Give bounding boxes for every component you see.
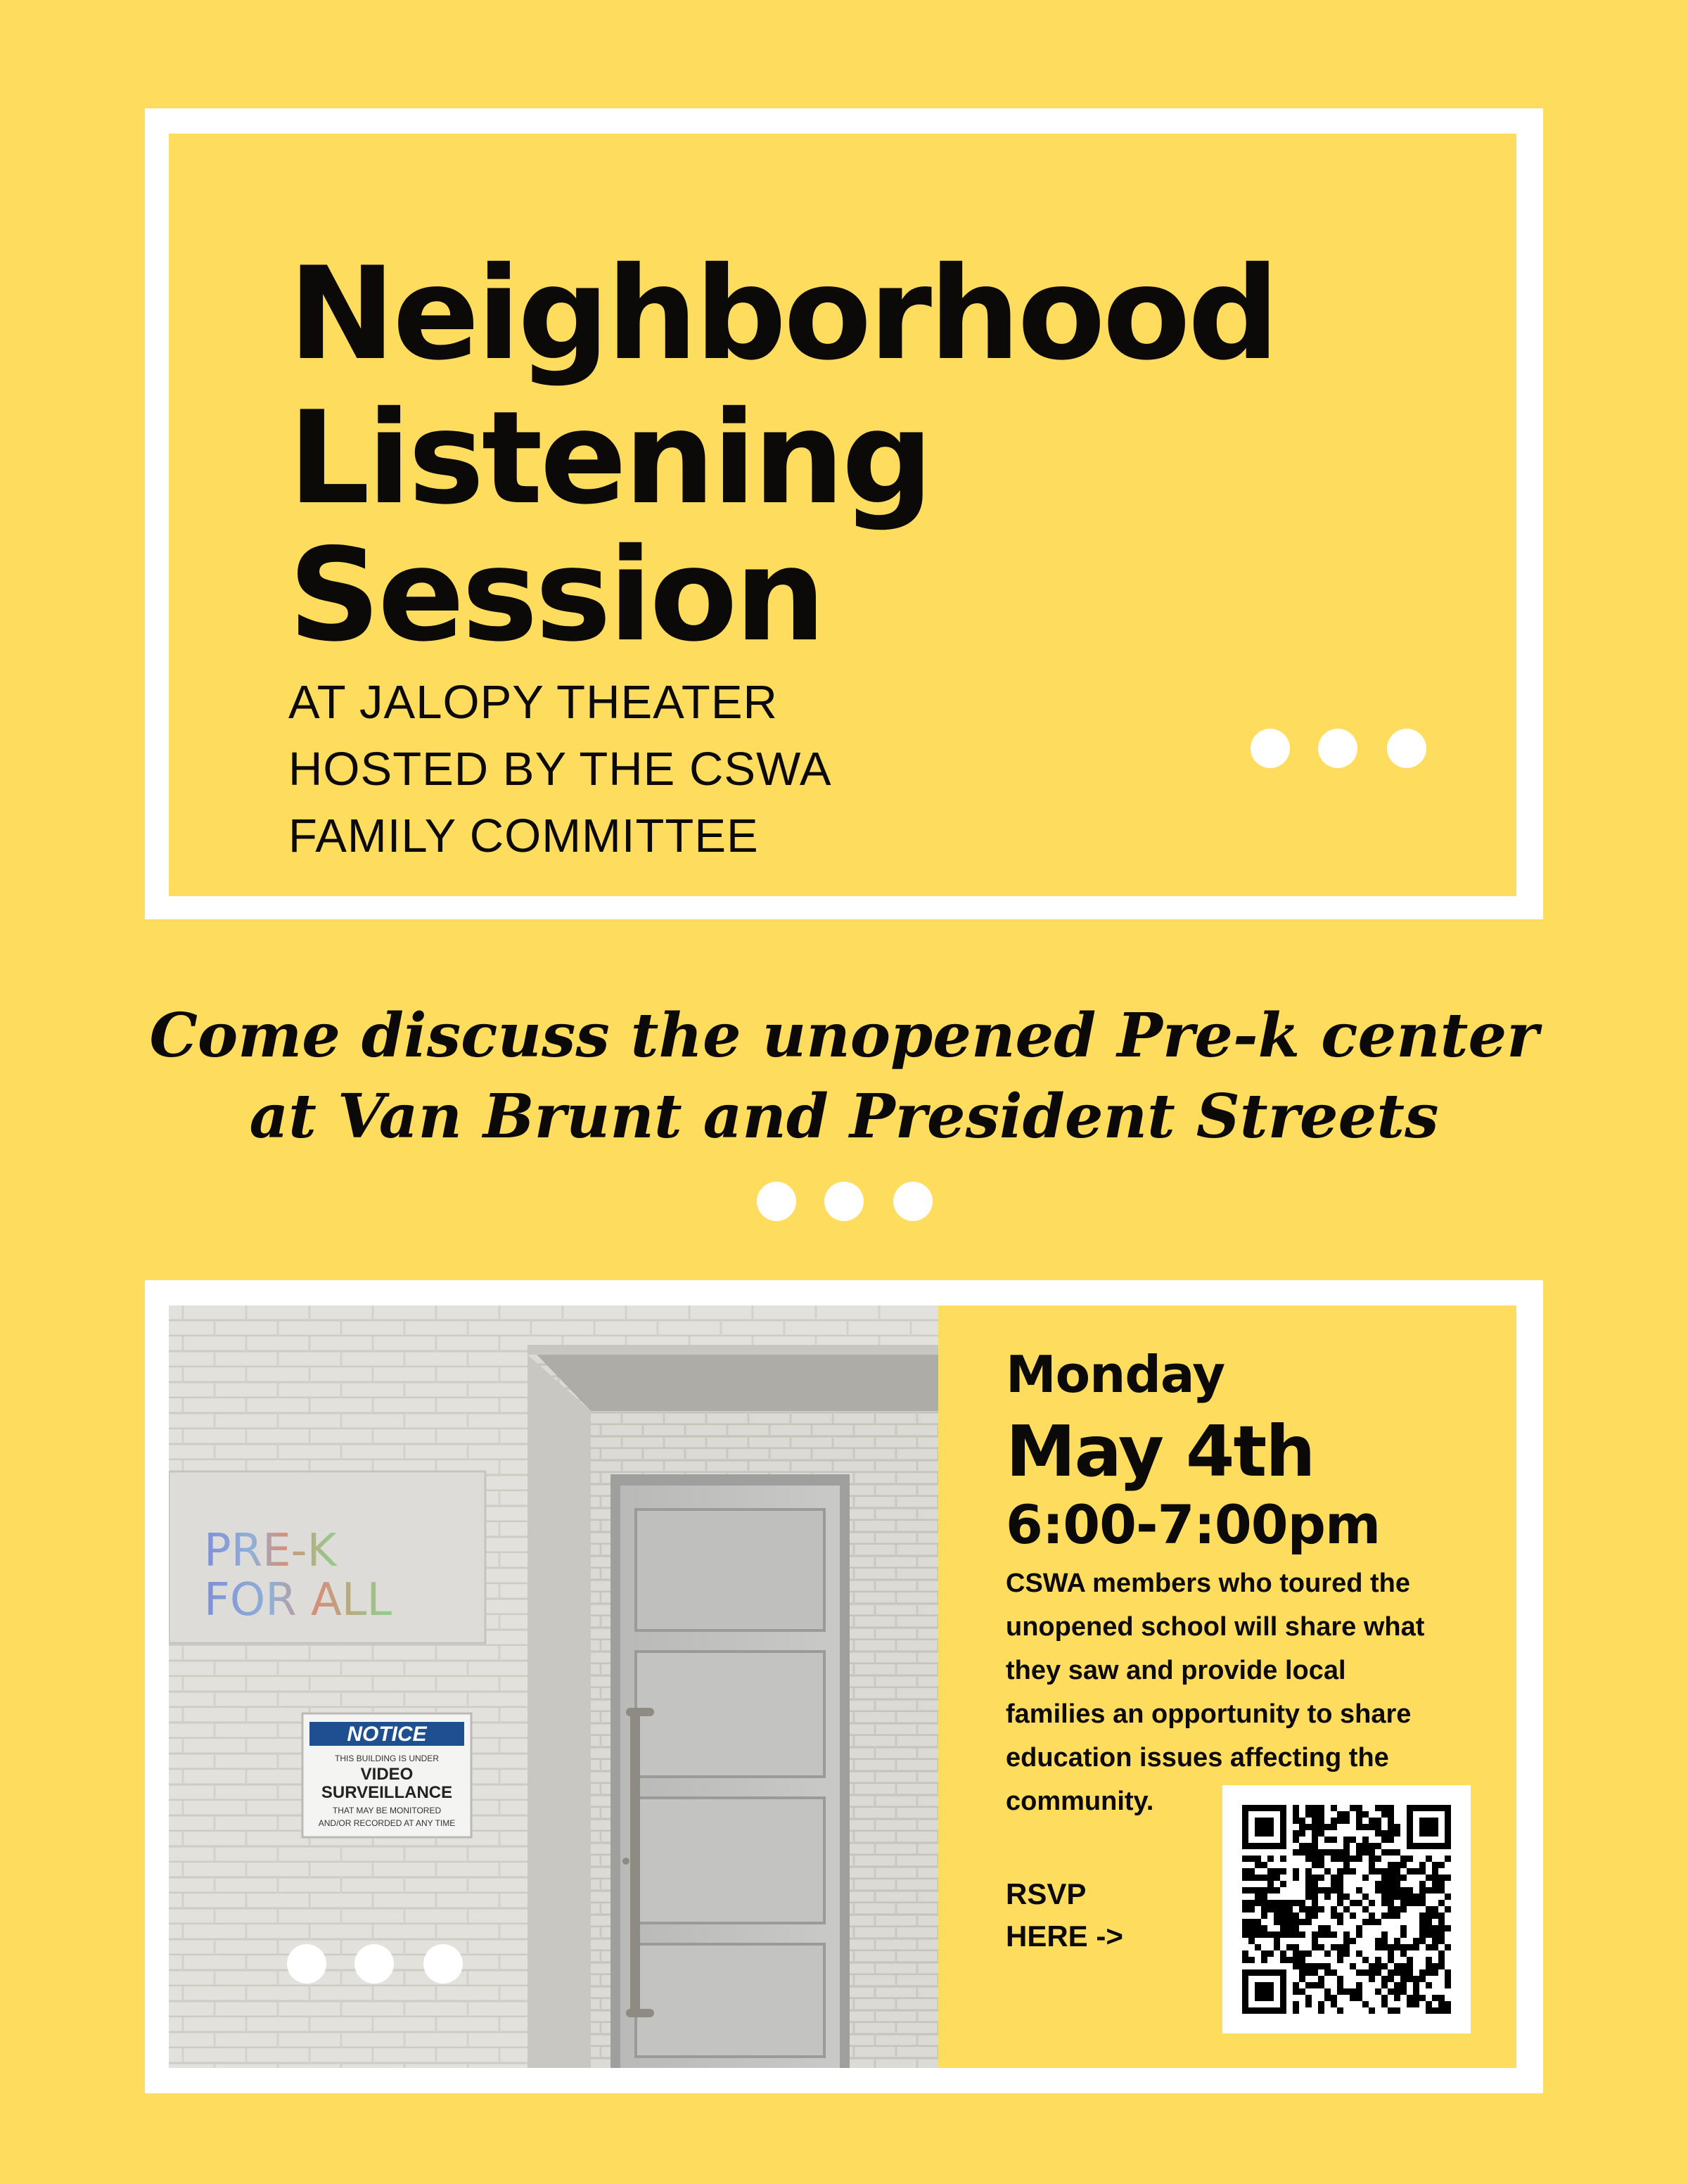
title-line-2: Listening — [288, 383, 931, 532]
dot-icon — [1318, 729, 1357, 768]
subtitle-line-1: AT JALOPY THEATER — [288, 676, 778, 729]
sign-text-line-1: PRE-K — [204, 1525, 337, 1577]
notice-text-line-5: AND/OR RECORDED AT ANY TIME — [318, 1818, 456, 1828]
description-line-6: community. — [1006, 1787, 1154, 1816]
tagline-line-2: at Van Brunt and President Streets — [249, 1081, 1439, 1152]
event-date: May 4th — [1006, 1410, 1315, 1493]
dot-icon — [893, 1182, 933, 1221]
description-line-3: they saw and provide local — [1006, 1656, 1346, 1685]
dot-icon — [824, 1182, 864, 1221]
dot-icon — [423, 1944, 463, 1984]
dot-icon — [1387, 729, 1426, 768]
description-line-5: education issues affecting the — [1006, 1743, 1389, 1773]
description-line-1: CSWA members who toured the — [1006, 1569, 1410, 1598]
notice-text-line-3: SURVEILLANCE — [321, 1783, 453, 1802]
notice-text-line-1: THIS BUILDING IS UNDER — [334, 1754, 440, 1763]
dot-icon — [1251, 729, 1290, 768]
tagline-line-1: Come discuss the unopened Pre-k center — [149, 1000, 1539, 1071]
notice-title: NOTICE — [347, 1723, 427, 1746]
rsvp-label[interactable]: RSVP — [1006, 1877, 1087, 1910]
dot-icon — [354, 1944, 394, 1984]
notice-text-line-2: VIDEO — [360, 1765, 414, 1784]
description-line-4: families an opportunity to share — [1006, 1699, 1412, 1729]
event-day: Monday — [1006, 1345, 1225, 1404]
title-line-3: Session — [288, 521, 824, 670]
subtitle-line-2: HOSTED BY THE CSWA — [288, 743, 832, 796]
building-photo — [169, 1305, 938, 2068]
event-time: 6:00-7:00pm — [1006, 1493, 1381, 1556]
title-line-1: Neighborhood — [288, 239, 1277, 388]
notice-text-line-4: THAT MAY BE MONITORED — [332, 1806, 442, 1815]
sign-text-line-2: FOR ALL — [204, 1574, 392, 1626]
dot-icon — [287, 1944, 326, 1984]
qr-code-icon[interactable] — [1222, 1785, 1471, 2033]
description-line-2: unopened school will share what — [1006, 1612, 1425, 1642]
subtitle-line-3: FAMILY COMMITTEE — [288, 810, 759, 862]
rsvp-link[interactable]: HERE -> — [1006, 1920, 1123, 1953]
dot-icon — [757, 1182, 796, 1221]
